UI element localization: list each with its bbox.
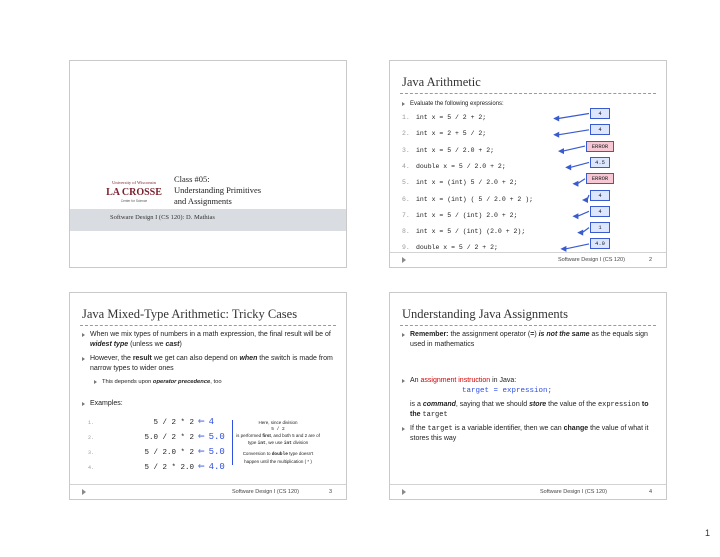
line-number: 9. bbox=[402, 244, 410, 252]
slide-3 bbox=[69, 292, 347, 500]
slide-4 bbox=[389, 292, 667, 500]
footer-text: Software Design I (CS 120) bbox=[232, 489, 299, 495]
result-box: 4.5 bbox=[590, 157, 610, 168]
note-line bbox=[236, 451, 320, 465]
slide-2-title: Java Arithmetic bbox=[402, 75, 481, 89]
text: When we mix types of numbers in a math expression, the final result will be of bbox=[90, 331, 331, 338]
code: target bbox=[427, 425, 453, 433]
emphasis: operator precedence bbox=[152, 379, 211, 385]
emphasis: command bbox=[422, 401, 456, 408]
text: , too bbox=[210, 379, 222, 385]
result-box: 4 bbox=[590, 108, 610, 119]
line-number: 3. bbox=[402, 146, 410, 154]
expression-code: double x = 5 / 2.0 + 2; bbox=[416, 162, 506, 170]
bullet-target bbox=[410, 424, 658, 444]
example-line bbox=[88, 444, 225, 458]
result-box: 4 bbox=[590, 206, 610, 217]
arrow-line bbox=[577, 211, 589, 216]
text: division bbox=[291, 439, 309, 445]
result-box: 4 bbox=[590, 190, 610, 201]
arrow-line bbox=[577, 179, 585, 184]
university-logo bbox=[105, 177, 163, 207]
course-band-text: Software Design I (CS 120): D. Mathias bbox=[110, 214, 215, 221]
operator: = bbox=[530, 331, 535, 338]
text: , we use bbox=[265, 439, 284, 445]
example-line bbox=[88, 414, 214, 428]
arrow-head-icon bbox=[572, 213, 578, 219]
course-band bbox=[70, 209, 346, 231]
example-result: 5.0 bbox=[208, 447, 225, 457]
text: (unless we bbox=[128, 341, 166, 348]
code: int bbox=[257, 440, 266, 446]
text: we get can also depend on bbox=[151, 355, 240, 362]
slide-3-title: Java Mixed-Type Arithmetic: Tricky Cases bbox=[82, 307, 298, 321]
logo-line-3: Center for Science bbox=[120, 199, 148, 203]
line-number: 5. bbox=[402, 179, 410, 187]
bullet-icon bbox=[402, 427, 405, 431]
footer-triangle-icon bbox=[402, 257, 406, 263]
arrow-head-icon bbox=[560, 246, 566, 252]
emphasis: is not the same bbox=[538, 331, 590, 338]
highlight: assignment instruction bbox=[420, 377, 491, 384]
line-number: 6. bbox=[402, 195, 410, 203]
emphasis: to the bbox=[410, 401, 649, 418]
example-number: 3. bbox=[88, 450, 95, 456]
slide-number: 2 bbox=[648, 257, 652, 263]
slide-number: 3 bbox=[328, 489, 332, 495]
line-number: 4. bbox=[402, 162, 410, 170]
footer-triangle-icon bbox=[82, 489, 86, 495]
slide-4-footer bbox=[390, 484, 666, 499]
text: the value of the bbox=[546, 401, 598, 408]
result-box: 1 bbox=[590, 222, 610, 233]
text: the switch is made from narrow types to wider ones bbox=[90, 355, 333, 372]
result-box: 4.0 bbox=[590, 238, 610, 249]
text: in Java: bbox=[490, 377, 517, 384]
sub-bullet-precedence bbox=[102, 377, 332, 387]
code: int bbox=[283, 440, 292, 446]
slide-1 bbox=[69, 60, 347, 268]
text: , saying that we should bbox=[455, 401, 530, 408]
example-result: 4 bbox=[208, 417, 215, 427]
slide-4-title: Understanding Java Assignments bbox=[402, 307, 568, 321]
emphasis: Remember: bbox=[410, 331, 449, 338]
example-line bbox=[88, 429, 225, 443]
text: Conversion to bbox=[242, 451, 272, 456]
example-code: 5 / 2 * 2 bbox=[153, 419, 194, 427]
line-number: 7. bbox=[402, 211, 410, 219]
arrow-line bbox=[565, 244, 589, 249]
expression-code: int x = (int) 5 / 2.0 + 2; bbox=[416, 179, 518, 187]
text: , and both 5 and 2 are of type bbox=[247, 433, 320, 445]
note-code: 5 / 2 bbox=[271, 426, 285, 432]
bullet-result-switch bbox=[90, 354, 336, 374]
text: the value of what it stores this way bbox=[410, 425, 649, 442]
text: However, the bbox=[90, 355, 133, 362]
example-number: 2. bbox=[88, 435, 95, 441]
arrow-line bbox=[558, 114, 589, 119]
footer-text: Software Design I (CS 120) bbox=[540, 489, 607, 495]
bullet-icon bbox=[82, 357, 85, 361]
text: is a variable identifier, then we can bbox=[452, 425, 564, 432]
title-line-1: Class #05: bbox=[174, 174, 210, 184]
slide-2-footer bbox=[390, 252, 666, 267]
bullet-icon bbox=[82, 333, 85, 337]
bullet-widest-type bbox=[90, 330, 336, 350]
expression-code: int x = 5 / (int) 2.0 + 2; bbox=[416, 211, 518, 219]
code: expression bbox=[597, 401, 640, 409]
arrow-head-icon bbox=[565, 164, 571, 170]
arrow-head-icon bbox=[577, 230, 583, 236]
emphasis: result bbox=[132, 355, 152, 362]
expression-code: int x = (int) ( 5 / 2.0 + 2 ); bbox=[416, 195, 534, 203]
title-divider bbox=[400, 325, 656, 326]
emphasis: change bbox=[563, 425, 589, 432]
note-line bbox=[236, 433, 320, 447]
line-number: 2. bbox=[402, 130, 410, 138]
slide-3-footer bbox=[70, 484, 346, 499]
arrow-head-icon bbox=[572, 181, 578, 187]
emphasis: when bbox=[239, 355, 258, 362]
expression-code: int x = 5 / (int) (2.0 + 2); bbox=[416, 228, 526, 236]
example-code: 5.0 / 2 * 2 bbox=[144, 434, 194, 442]
example-number: 4. bbox=[88, 465, 95, 471]
arrow-layer bbox=[390, 61, 667, 268]
result-box: 4 bbox=[590, 124, 610, 135]
bullet-icon bbox=[94, 380, 97, 384]
expression-code: int x = 5 / 2 + 2; bbox=[416, 114, 487, 121]
logo-line-1: University of Wisconsin bbox=[112, 180, 156, 185]
example-number: 1. bbox=[88, 420, 95, 426]
text: ) bbox=[179, 341, 182, 348]
bullet-icon bbox=[82, 402, 85, 406]
text: as the equals sign used in mathematics bbox=[410, 331, 648, 348]
footer-triangle-icon bbox=[402, 489, 406, 495]
text: the assignment operator ( bbox=[448, 331, 531, 338]
page-number: 1 bbox=[705, 528, 711, 538]
text: An bbox=[410, 377, 421, 384]
bullet-icon bbox=[402, 333, 405, 337]
emphasis: cast bbox=[165, 341, 180, 348]
arrow-head-icon bbox=[553, 132, 559, 138]
emphasis: widest type bbox=[90, 341, 129, 348]
result-box: ERROR bbox=[586, 173, 614, 184]
example-code: 5 / 2.0 * 2 bbox=[144, 449, 194, 457]
expression-code: int x = 5 / 2.0 + 2; bbox=[416, 146, 495, 154]
text: is a bbox=[410, 401, 423, 408]
expression-code: int x = 2 + 5 / 2; bbox=[416, 130, 487, 138]
text: This depends upon bbox=[102, 379, 153, 385]
arrow-line bbox=[558, 130, 589, 135]
bullet-assignment bbox=[410, 376, 658, 386]
left-arrow-icon: ⇐ bbox=[198, 446, 205, 458]
slide-number: 4 bbox=[648, 489, 652, 495]
examples-label bbox=[90, 399, 123, 409]
line-number: 1. bbox=[402, 114, 410, 121]
arrow-line bbox=[570, 162, 589, 167]
left-arrow-icon: ⇐ bbox=[198, 431, 205, 443]
example-line bbox=[88, 459, 225, 473]
division-note bbox=[232, 420, 320, 465]
arrow-line bbox=[563, 146, 585, 151]
logo-line-2: LA CROSSE bbox=[106, 187, 162, 198]
code: double bbox=[271, 452, 288, 457]
result-box: ERROR bbox=[586, 141, 614, 152]
assignment-explanation bbox=[410, 400, 658, 420]
bullet-remember bbox=[410, 330, 658, 350]
arrow-head-icon bbox=[582, 197, 588, 203]
bullet-icon bbox=[402, 379, 405, 383]
assignment-code: target = expression; bbox=[462, 387, 553, 395]
title-line-3: and Assignments bbox=[174, 196, 232, 206]
arrow-head-icon bbox=[553, 116, 559, 122]
left-arrow-icon: ⇐ bbox=[198, 461, 205, 473]
note-line: Here, since division bbox=[258, 420, 298, 425]
arrow-line bbox=[582, 228, 589, 233]
example-code: 5 / 2 * 2.0 bbox=[144, 464, 194, 472]
text: is performed bbox=[236, 433, 263, 438]
text: If the bbox=[410, 425, 428, 432]
emphasis: store bbox=[529, 401, 547, 408]
left-arrow-icon: ⇐ bbox=[198, 416, 205, 428]
slide-1-title bbox=[174, 174, 261, 207]
text: type doesn't happen until the multiplication ( * ) bbox=[244, 451, 314, 464]
emphasis: first bbox=[262, 433, 271, 438]
arrow-head-icon bbox=[558, 148, 564, 154]
code: target bbox=[422, 411, 448, 419]
text: Examples: bbox=[90, 400, 123, 407]
line-number: 8. bbox=[402, 228, 410, 236]
footer-text: Software Design I (CS 120) bbox=[558, 257, 625, 263]
expression-code: double x = 5 / 2 + 2; bbox=[416, 244, 498, 252]
example-result: 4.0 bbox=[208, 462, 225, 472]
example-result: 5.0 bbox=[208, 432, 225, 442]
title-line-2: Understanding Primitives bbox=[174, 185, 262, 195]
slide-2 bbox=[389, 60, 667, 268]
text: ) bbox=[534, 331, 539, 338]
intro-text: Evaluate the following expressions: bbox=[410, 101, 504, 107]
title-divider bbox=[80, 325, 336, 326]
